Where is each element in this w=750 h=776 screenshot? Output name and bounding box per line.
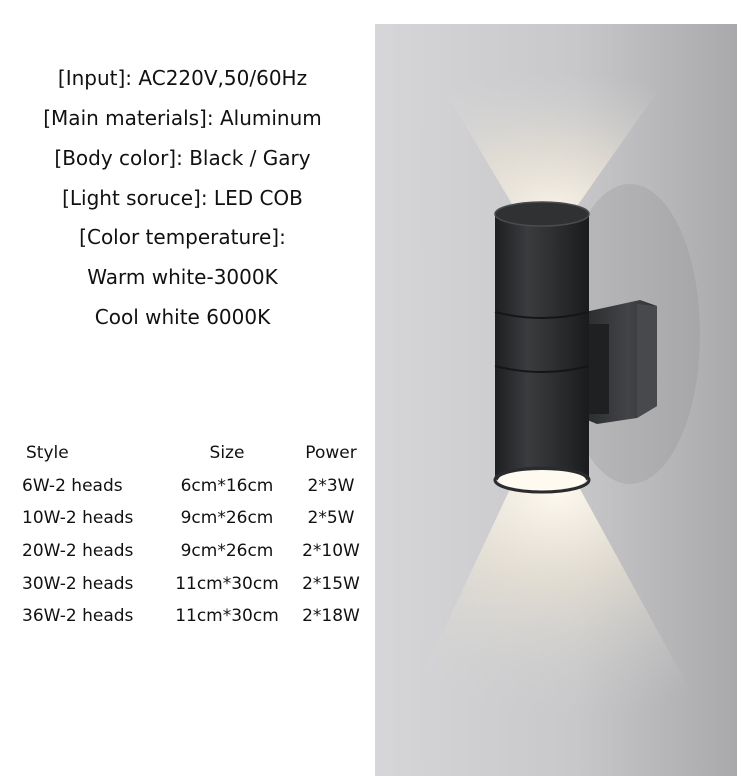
spec-color-temperature: [Color temperature]: xyxy=(79,225,286,249)
header-style: Style xyxy=(26,443,69,464)
table-row xyxy=(16,600,370,633)
cell-power: 2*3W xyxy=(307,475,355,496)
table-row xyxy=(16,502,370,535)
cell-size: 11cm*30cm xyxy=(175,606,279,627)
spec-input: [Input]: AC220V,50/60Hz xyxy=(57,66,308,90)
header-power: Power xyxy=(305,443,357,464)
spec-warm-white: Warm white-3000K xyxy=(87,265,278,289)
table-row xyxy=(16,567,370,600)
cell-size: 11cm*30cm xyxy=(175,573,279,594)
cell-size: 9cm*26cm xyxy=(180,508,274,529)
spec-materials: [Main materials]: Aluminum xyxy=(43,106,322,130)
product-photo xyxy=(375,24,737,776)
wall-lamp-illustration xyxy=(375,24,737,776)
cell-style: 20W-2 heads xyxy=(22,541,134,562)
cell-power: 2*15W xyxy=(302,573,360,594)
cell-power: 2*5W xyxy=(307,508,355,529)
spec-cool-white: Cool white 6000K xyxy=(94,305,271,329)
cell-style: 10W-2 heads xyxy=(22,508,134,529)
style-size-power-table xyxy=(16,437,370,633)
spec-light-source: [Light soruce]: LED COB xyxy=(62,186,303,210)
cell-style: 36W-2 heads xyxy=(22,606,134,627)
table-row xyxy=(16,470,370,503)
spec-list xyxy=(0,58,365,337)
cell-style: 6W-2 heads xyxy=(22,475,123,496)
cell-power: 2*18W xyxy=(302,606,360,627)
cell-size: 9cm*26cm xyxy=(180,541,274,562)
spec-body-color: [Body color]: Black / Gary xyxy=(54,146,311,170)
header-size: Size xyxy=(209,443,245,464)
cell-size: 6cm*16cm xyxy=(180,475,274,496)
cell-style: 30W-2 heads xyxy=(22,573,134,594)
cell-power: 2*10W xyxy=(302,541,360,562)
table-header-row xyxy=(16,437,370,470)
table-row xyxy=(16,535,370,568)
